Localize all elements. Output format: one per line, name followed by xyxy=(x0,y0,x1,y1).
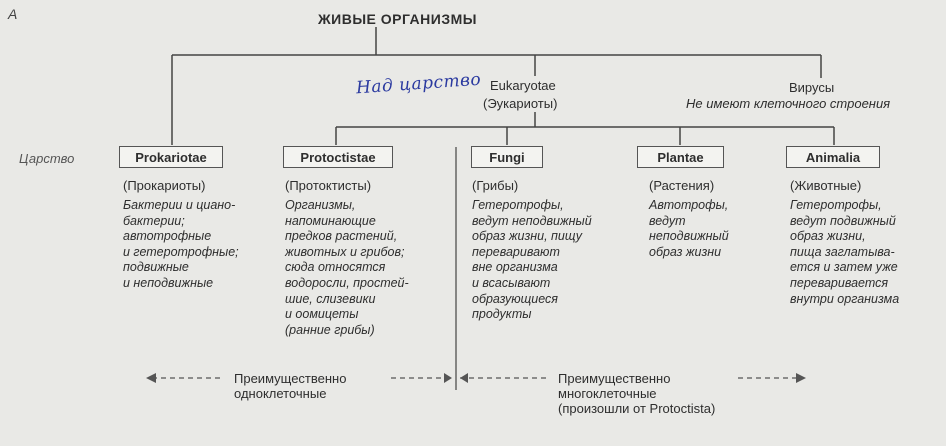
kingdom-description-plantae: Автотрофы, ведут неподвижный образ жизни xyxy=(649,198,729,259)
kingdom-latin: Animalia xyxy=(805,149,861,165)
kingdom-latin: Fungi xyxy=(489,149,525,165)
kingdom-box-plantae xyxy=(637,146,724,168)
kingdom-description-protoctistae: Организмы, напоминающие предков растений, животных и грибов; сюда относятся водоросли, простей- шие, слизевики и оомицеты (ранние грибы) xyxy=(285,198,409,337)
kingdom-latin: Protoctistae xyxy=(300,149,376,165)
kingdom-description-fungi: Гетеротрофы, ведут неподвижный образ жизни, пищу переваривают вне организма и всасывают образующиеся продукты xyxy=(472,198,592,322)
kingdom-box-fungi xyxy=(471,146,543,168)
viruses-note: Не имеют клеточного строения xyxy=(686,96,891,111)
root-title: ЖИВЫЕ ОРГАНИЗМЫ xyxy=(318,11,477,27)
viruses-label: Вирусы xyxy=(789,80,835,95)
kingdom-description-animalia: Гетеротрофы, ведут подвижный образ жизни, пища заглатыва- ется и затем уже переваривается внутри организма xyxy=(790,198,900,306)
kingdom-box-animalia xyxy=(786,146,880,168)
kingdom-russian-plantae: (Растения) xyxy=(649,178,715,193)
eukaryotae-latin: Eukaryotae xyxy=(490,78,556,93)
kingdom-russian-fungi: (Грибы) xyxy=(472,178,519,193)
kingdom-box-protoctistae xyxy=(283,146,393,168)
corner-label: A xyxy=(8,6,18,22)
handwritten-note: Над царство xyxy=(355,69,482,99)
kingdom-russian-protoctistae: (Протоктисты) xyxy=(285,178,372,193)
kingdom-description-prokariotae: Бактерии и циано- бактерии; автотрофные и гетеротрофные; подвижные и неподвижные xyxy=(123,198,239,290)
kingdom-russian-animalia: (Животные) xyxy=(790,178,862,193)
kingdom-latin: Plantae xyxy=(657,149,704,165)
kingdom-russian-prokariotae: (Прокариоты) xyxy=(123,178,206,193)
footer-multicellular: Преимущественно многоклеточные (произошли от Protoctista) xyxy=(558,371,716,416)
kingdom-latin: Prokariotae xyxy=(135,149,207,165)
rank-label: Царство xyxy=(19,151,75,166)
footer-unicellular: Преимущественно одноклеточные xyxy=(234,371,347,401)
kingdom-box-prokariotae xyxy=(119,146,223,168)
eukaryotae-russian: (Эукариоты) xyxy=(483,96,558,111)
